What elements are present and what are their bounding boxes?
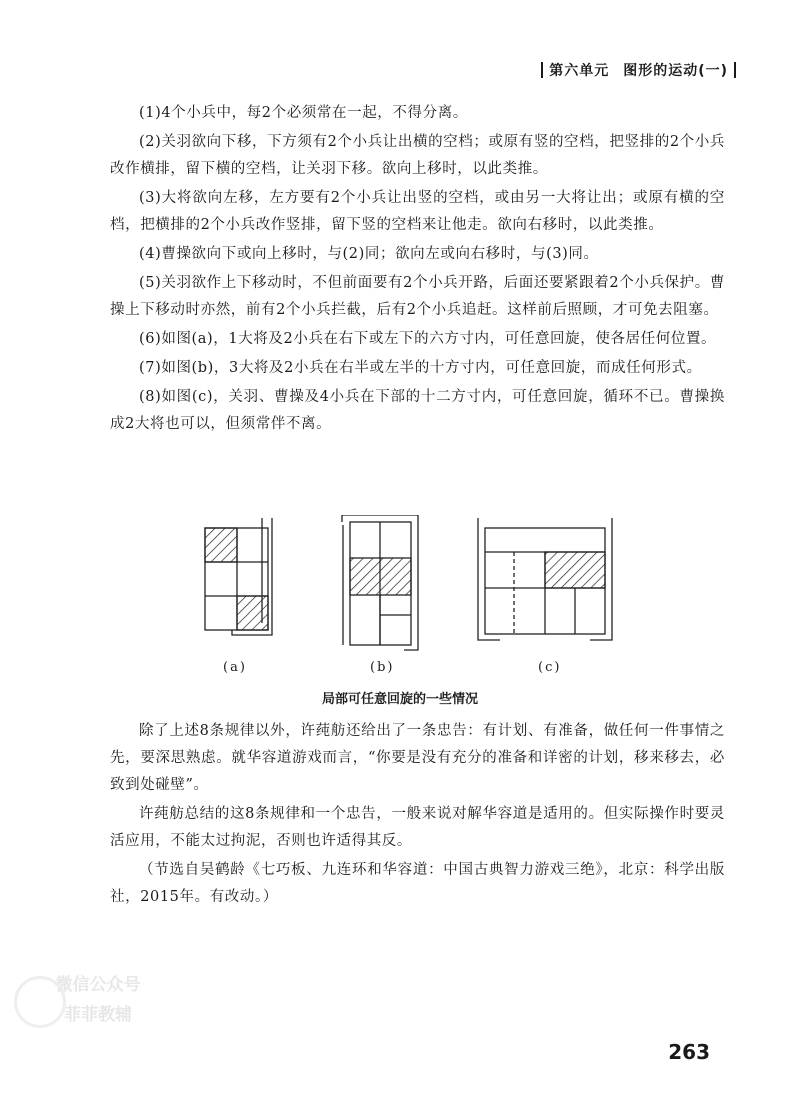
page-number: 263 [668,1040,710,1064]
rule-8: (8)如图(c)，关羽、曹操及4小兵在下部的十二方寸内，可任意回旋，循环不已。曹操换成2大将也可以，但须常伴不离。 [110,389,725,432]
figure-c-label: (c) [538,660,562,675]
figures-svg [0,515,800,715]
rule-2: (2)关羽欲向下移，下方须有2个小兵让出横的空档；或原有竖的空档，把竖排的2个小兵改作横排，留下横的空档，让关羽下移。欲向上移时，以此类推。 [110,134,725,177]
rule-1: (1)4个小兵中，每2个必须常在一起，不得分离。 [139,105,468,121]
figure-c-hatched-bar [545,552,605,588]
rule-6: (6)如图(a)，1大将及2小兵在右下或左下的六方寸内，可任意回旋，使各居任何位置。 [139,331,717,347]
figure-c [478,518,612,640]
rule-4: (4)曹操欲向下或向上移时，与(2)同；欲向左或向右移时，与(3)同。 [139,246,599,262]
rule-5: (5)关羽欲作上下移动时，不但前面要有2个小兵开路，后面还要紧跟着2个小兵保护。曹操上下移动时亦然，前有2个小兵拦截，后有2个小兵追赶。这样前后照顾，才可免去阻塞。 [110,275,725,318]
figure-a-hatched-top [205,528,237,562]
figure-caption: 局部可任意回旋的一些情况 [321,692,478,707]
figure-b-label: (b) [370,660,395,675]
conclusion-section [110,718,725,913]
summary-paragraph: 许莼舫总结的这8条规律和一个忠告，一般来说对解华容道是适用的。但实际操作时要灵活应用，不能太过拘泥，否则也许适得其反。 [110,806,725,849]
rules-section [110,100,725,440]
figure-a-label: (a) [223,660,247,675]
header-bar-right [734,62,736,78]
watermark-logo-icon [14,976,66,1028]
figure-a-hatched-bottom [237,596,268,630]
watermark-line-2: 菲菲教辅 [64,1005,132,1025]
figure-b-hatched-bar [350,558,411,595]
watermark [18,970,178,1040]
header-unit: 第六单元 [549,63,610,79]
source-note: （节选自吴鹤龄《七巧板、九连环和华容道：中国古典智力游戏三绝》，北京：科学出版社，2015年。有改动。） [110,862,725,905]
figures-area [0,515,800,715]
running-header [535,60,742,80]
header-title: 图形的运动(一) [623,63,728,79]
rule-3: (3)大将欲向左移，左方要有2个小兵让出竖的空档，或由另一大将让出；或原有横的空档，把横排的2个小兵改作竖排，留下竖的空档来让他走。欲向右移时，以此类推。 [110,190,725,233]
figure-b [342,515,418,650]
rule-7: (7)如图(b)，3大将及2小兵在右半或左半的十方寸内，可任意回旋，而成任何形式。 [139,360,702,376]
header-bar-left [541,62,543,78]
figure-a [205,518,272,635]
advice-paragraph: 除了上述8条规律以外，许莼舫还给出了一条忠告：有计划、有准备，做任何一件事情之先，要深思熟虑。就华容道游戏而言，“你要是没有充分的准备和详密的计划，移来移去，必致到处碰壁”。 [110,723,725,793]
watermark-line-1: 微信公众号 [55,975,141,995]
